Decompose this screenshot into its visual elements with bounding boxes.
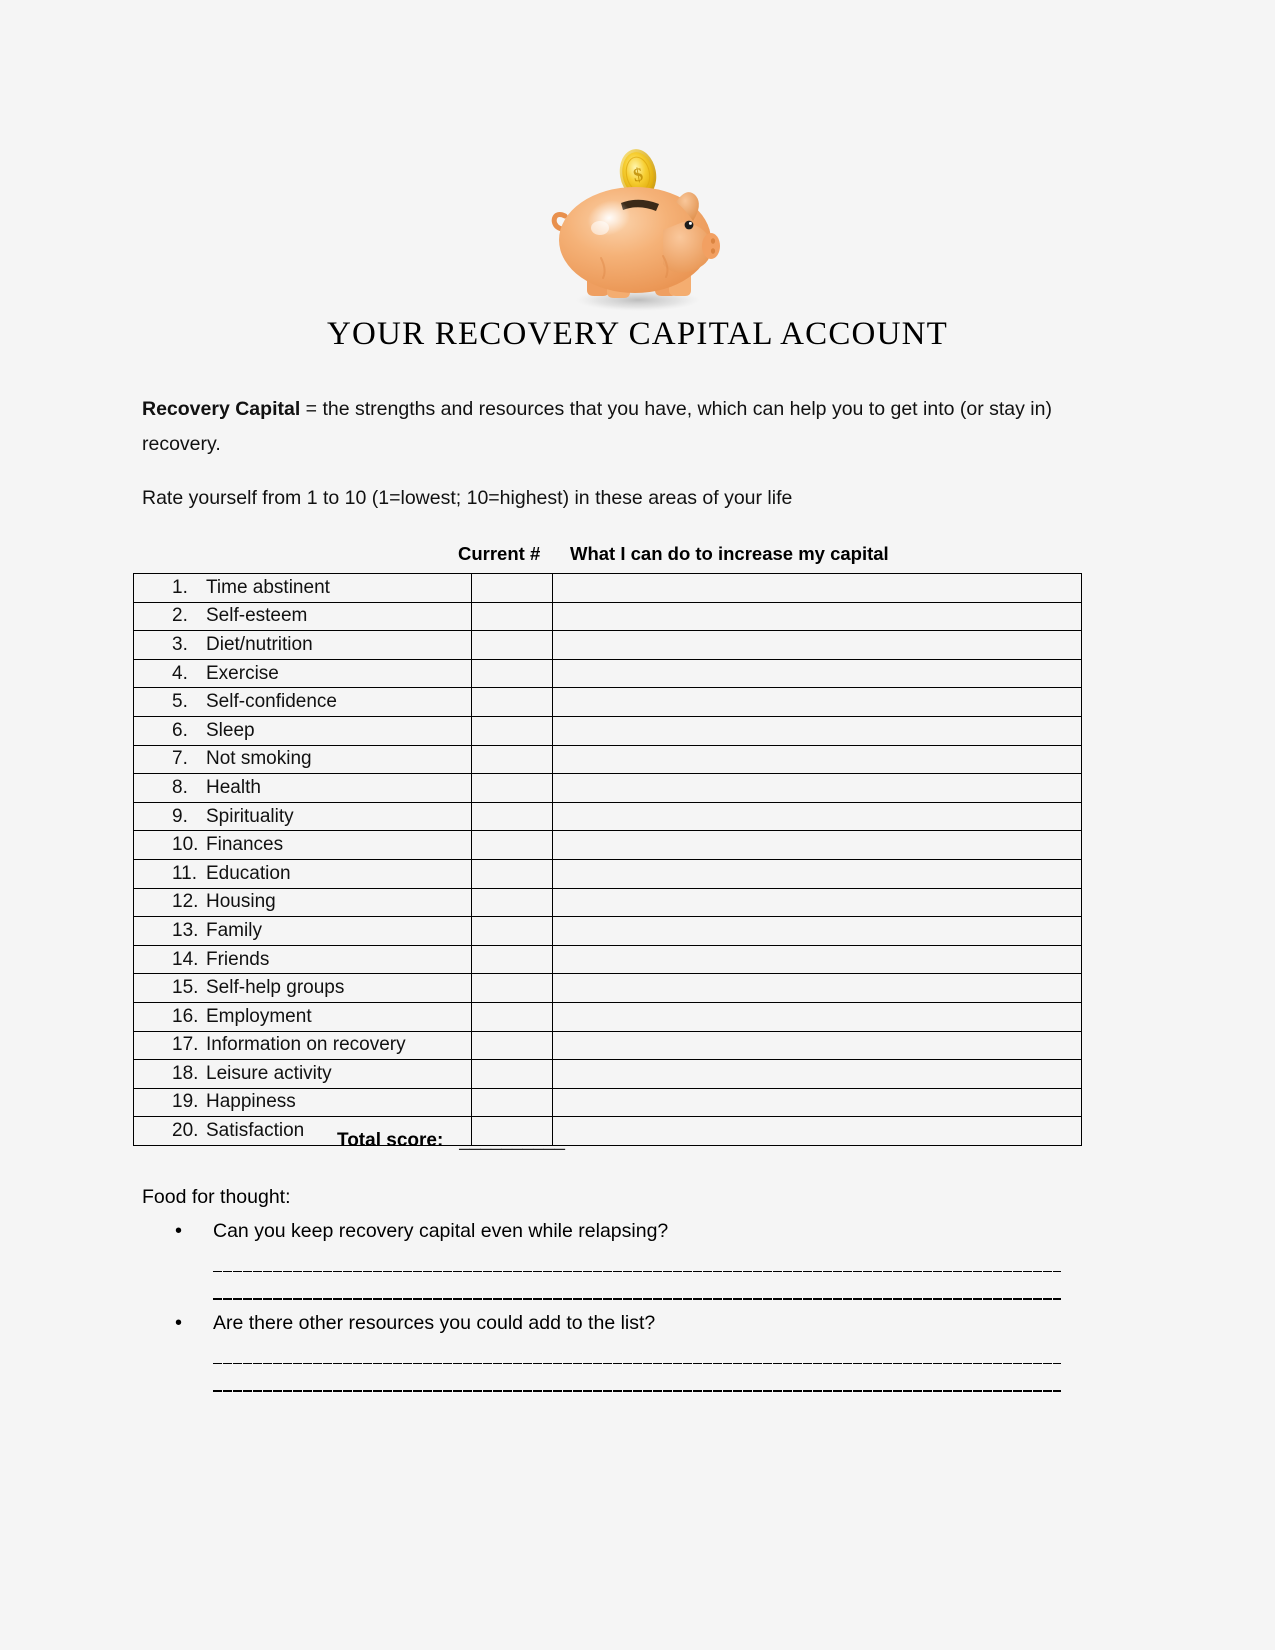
item-label: Self-esteem: [206, 605, 308, 627]
table-row: [134, 974, 1082, 1003]
table-cell-notes[interactable]: [553, 1031, 1082, 1060]
logo-container: [0, 140, 1275, 315]
answer-rule[interactable]: [213, 1271, 1061, 1272]
item-label: Diet/nutrition: [206, 633, 313, 655]
table-row: [134, 802, 1082, 831]
item-label: Information on recovery: [206, 1034, 406, 1056]
table-cell-item: [134, 945, 472, 974]
item-inner: [134, 691, 471, 713]
total-score-row: [337, 1130, 565, 1152]
table-cell-current-score[interactable]: [472, 945, 553, 974]
recovery-capital-table: [133, 573, 1082, 1146]
item-label: Happiness: [206, 1091, 296, 1113]
table-row: [134, 945, 1082, 974]
table-row: [134, 859, 1082, 888]
item-label: Spirituality: [206, 805, 294, 827]
table-cell-notes[interactable]: [553, 1088, 1082, 1117]
table-cell-item: [134, 574, 472, 603]
item-inner: [134, 1034, 471, 1056]
table-cell-notes[interactable]: [553, 1060, 1082, 1089]
table-row: [134, 774, 1082, 803]
item-number: 2.: [172, 605, 188, 627]
item-inner: [134, 777, 471, 799]
item-label: Leisure activity: [206, 1062, 332, 1084]
item-label: Finances: [206, 834, 284, 856]
item-number: 12.: [172, 891, 199, 913]
table-cell-current-score[interactable]: [472, 774, 553, 803]
table-cell-notes[interactable]: [553, 716, 1082, 745]
table-row: [134, 1060, 1082, 1089]
item-number: 1.: [172, 576, 188, 598]
table-cell-current-score[interactable]: [472, 745, 553, 774]
table-row: [134, 831, 1082, 860]
table-row: [134, 917, 1082, 946]
table-cell-current-score[interactable]: [472, 888, 553, 917]
question-line: [175, 1312, 1075, 1335]
food-for-thought-item-1: [175, 1220, 1075, 1300]
table-cell-notes[interactable]: [553, 831, 1082, 860]
column-header-notes: What I can do to increase my capital: [570, 543, 889, 564]
item-number: 17.: [172, 1034, 199, 1056]
table-cell-current-score[interactable]: [472, 716, 553, 745]
question-text: Can you keep recovery capital even while relapsing?: [213, 1220, 669, 1242]
table-row: [134, 1002, 1082, 1031]
item-number: 3.: [172, 633, 188, 655]
item-label: Sleep: [206, 719, 255, 741]
bullet-icon: •: [175, 1220, 183, 1242]
table-cell-item: [134, 1031, 472, 1060]
table-cell-notes[interactable]: [553, 859, 1082, 888]
bullet-icon: •: [175, 1312, 183, 1334]
table-cell-notes[interactable]: [553, 1117, 1082, 1146]
table-cell-current-score[interactable]: [472, 688, 553, 717]
table-cell-item: [134, 802, 472, 831]
total-score-blank[interactable]: __________: [459, 1130, 565, 1151]
item-number: 15.: [172, 977, 199, 999]
table-cell-notes[interactable]: [553, 659, 1082, 688]
table-cell-notes[interactable]: [553, 802, 1082, 831]
item-inner: [134, 977, 471, 999]
table-cell-item: [134, 688, 472, 717]
table-cell-item: [134, 716, 472, 745]
table-row: [134, 631, 1082, 660]
item-label: Health: [206, 776, 261, 798]
item-inner: [134, 806, 471, 828]
table-cell-item: [134, 831, 472, 860]
item-label: Self-confidence: [206, 691, 337, 713]
table-row: [134, 1088, 1082, 1117]
item-label: Time abstinent: [206, 576, 330, 598]
item-label: Housing: [206, 891, 276, 913]
item-number: 11.: [172, 862, 198, 884]
table-cell-current-score[interactable]: [472, 602, 553, 631]
table-cell-current-score[interactable]: [472, 1060, 553, 1089]
table-cell-notes[interactable]: [553, 774, 1082, 803]
item-number: 9.: [172, 805, 188, 827]
table-row: [134, 1117, 1082, 1146]
table-cell-item: [134, 888, 472, 917]
table-cell-notes[interactable]: [553, 917, 1082, 946]
item-label: Family: [206, 919, 262, 941]
item-number: 7.: [172, 748, 188, 770]
table-cell-current-score[interactable]: [472, 1002, 553, 1031]
question-text: Are there other resources you could add to the list?: [213, 1312, 656, 1334]
item-label: Friends: [206, 948, 270, 970]
table-cell-current-score[interactable]: [472, 1031, 553, 1060]
item-inner: [134, 1063, 471, 1085]
item-inner: [134, 720, 471, 742]
table-column-headers: [142, 543, 1082, 567]
table-cell-item: [134, 1088, 472, 1117]
food-for-thought-item-2: [175, 1312, 1075, 1392]
table-cell-item: [134, 917, 472, 946]
item-label: Employment: [206, 1005, 312, 1027]
piggy-bank-icon: [543, 140, 733, 315]
table-cell-current-score[interactable]: [472, 802, 553, 831]
answer-rule[interactable]: [213, 1390, 1061, 1391]
recovery-capital-term: Recovery Capital: [142, 398, 301, 420]
item-inner: [134, 1006, 471, 1028]
table-cell-current-score[interactable]: [472, 917, 553, 946]
table-cell-current-score[interactable]: [472, 859, 553, 888]
item-label: Not smoking: [206, 748, 312, 770]
item-label: Education: [206, 862, 291, 884]
table-cell-current-score[interactable]: [472, 659, 553, 688]
table-cell-notes[interactable]: [553, 602, 1082, 631]
table-cell-notes[interactable]: [553, 974, 1082, 1003]
item-number: 13.: [172, 919, 199, 941]
table-cell-current-score[interactable]: [472, 631, 553, 660]
table-cell-notes[interactable]: [553, 574, 1082, 603]
table-cell-item: [134, 1060, 472, 1089]
item-inner: [134, 920, 471, 942]
table-cell-item: [134, 859, 472, 888]
item-number: 8.: [172, 776, 188, 798]
table-cell-notes[interactable]: [553, 688, 1082, 717]
table-row: [134, 888, 1082, 917]
answer-rule[interactable]: [213, 1363, 1061, 1364]
item-inner: [134, 1091, 471, 1113]
table-cell-notes[interactable]: [553, 1002, 1082, 1031]
item-number: 18.: [172, 1062, 199, 1084]
table-cell-item: [134, 974, 472, 1003]
item-number: 16.: [172, 1005, 199, 1027]
table-cell-current-score[interactable]: [472, 974, 553, 1003]
table-row: [134, 716, 1082, 745]
table-cell-current-score[interactable]: [472, 831, 553, 860]
item-inner: [134, 663, 471, 685]
table-row: [134, 602, 1082, 631]
item-number: 19.: [172, 1091, 199, 1113]
item-number: 10.: [172, 834, 199, 856]
table-cell-item: [134, 745, 472, 774]
item-number: 20.: [172, 1120, 199, 1142]
total-score-label: Total score:: [337, 1130, 444, 1151]
item-inner: [134, 949, 471, 971]
table-cell-item: [134, 1002, 472, 1031]
item-inner: [134, 748, 471, 770]
item-number: 4.: [172, 662, 188, 684]
table-cell-item: [134, 659, 472, 688]
rating-instruction: Rate yourself from 1 to 10 (1=lowest; 10=highest) in these areas of your life: [142, 487, 793, 509]
table-cell-notes[interactable]: [553, 888, 1082, 917]
item-number: 5.: [172, 691, 188, 713]
table-cell-item: [134, 631, 472, 660]
svg-text:$: $: [631, 164, 645, 187]
item-label: Satisfaction: [206, 1120, 305, 1142]
recovery-capital-definition: [142, 392, 1072, 462]
table-cell-item: [134, 602, 472, 631]
recovery-capital-definition-text: = the strengths and resources that you have, which can help you to get into (or stay in) recovery.: [142, 398, 1052, 455]
question-line: [175, 1220, 1075, 1243]
table-row: [134, 659, 1082, 688]
table-cell-notes[interactable]: [553, 945, 1082, 974]
table-cell-current-score[interactable]: [472, 1088, 553, 1117]
item-inner: [134, 577, 471, 599]
item-inner: [134, 605, 471, 627]
item-label: Exercise: [206, 662, 279, 684]
item-number: 6.: [172, 719, 188, 741]
item-inner: [134, 891, 471, 913]
page-title: YOUR RECOVERY CAPITAL ACCOUNT: [326, 316, 948, 352]
table-cell-item: [134, 774, 472, 803]
table-cell-notes[interactable]: [553, 631, 1082, 660]
item-inner: [134, 834, 471, 856]
table-row: [134, 574, 1082, 603]
table-row: [134, 745, 1082, 774]
table-row: [134, 1031, 1082, 1060]
item-label: Self-help groups: [206, 977, 345, 999]
table-cell-notes[interactable]: [553, 745, 1082, 774]
table-row: [134, 688, 1082, 717]
table-cell-current-score[interactable]: [472, 574, 553, 603]
item-number: 14.: [172, 948, 199, 970]
column-header-current: Current #: [458, 543, 541, 564]
answer-rule[interactable]: [213, 1298, 1061, 1299]
food-for-thought-heading: Food for thought:: [142, 1186, 291, 1208]
item-inner: [134, 863, 471, 885]
item-inner: [134, 634, 471, 656]
